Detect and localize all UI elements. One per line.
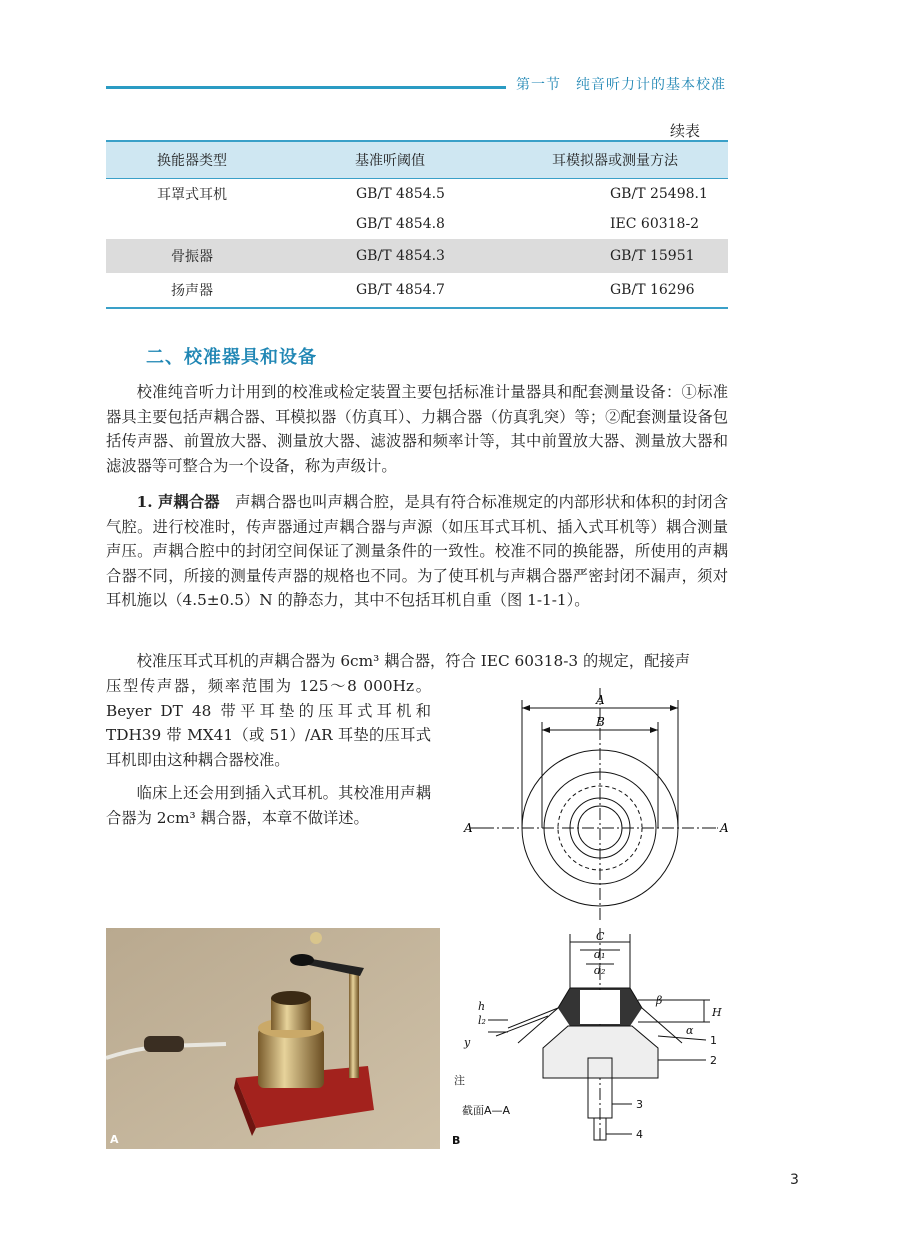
part-number-3: 3 [636,1098,643,1111]
dim-label-alpha: α [686,1024,694,1037]
coupler-photo [106,928,440,1149]
part-number-2: 2 [710,1054,717,1067]
part-number-1: 1 [710,1034,717,1047]
cell-method: GB/T 25498.1 [610,186,708,202]
cell-method: GB/T 16296 [502,273,728,308]
subheading-coupler: 1. 声耦合器 [136,493,220,511]
dim-label-B: B [596,715,605,729]
cell-method: IEC 60318-2 [610,216,700,232]
cell-threshold: GB/T 4854.8 [356,216,445,232]
transducer-table [106,140,728,309]
cell-method: GB/T 15951 [502,239,728,273]
paragraph-6cc-rest: 压型传声器，频率范围为 125～8 000Hz。Beyer DT 48 带平耳垫的压耳式耳机和 TDH39 带 MX41（或 51）/AR 耳垫的压耳式耳机即由这种耦合器校准。 [106,677,431,769]
table-row [106,209,728,239]
running-header: 第一节 纯音听力计的基本校准 [516,77,726,93]
dim-label-y: y [464,1036,471,1049]
paragraph-coupler-text: 声耦合器也叫声耦合腔，是具有符合标准规定的内部形状和体积的封闭含气腔。进行校准时，传声器通过声耦合器与声源（如压耳式耳机、插入式耳机等）耦合测量声压。声耦合腔中的封闭空间保证了测量条件的一致性。校准不同的换能器，所使用的声耦合器不同，所接的测量传声器的规格也不同。为了使耳机与声耦合器严密封闭不漏声，须对耳机施以（4.5±0.5）N 的静态力，其中不包括耳机自重（图 1-1-1）。 [106,493,728,609]
dim-label-C: C [596,930,605,943]
paragraph-6cc-line1: 校准压耳式耳机的声耦合器为 6cm³ 耦合器，符合 IEC 60318-3 的规定，配接声 [136,652,691,670]
header-rule [106,86,506,89]
section-mark-right: A [720,821,729,835]
note-label: 注 [454,1074,465,1087]
cell-threshold: GB/T 4854.5 [356,186,445,202]
table-continued-label: 续表 [669,122,700,140]
section-title: 二、校准器具和设备 [146,347,317,368]
dim-label-A: A [596,693,605,707]
table-row [106,179,728,210]
coupler-plan-drawing [460,688,730,923]
cell-type: 耳罩式耳机 [157,187,227,203]
table-row [106,273,728,308]
cell-threshold: GB/T 4854.7 [278,273,502,308]
cell-type: 扬声器 [106,273,278,308]
dim-label-l2: l₂ [478,1014,486,1027]
col-header-method: 耳模拟器或测量方法 [502,141,728,179]
table-row [106,239,728,273]
table-header-row [106,141,728,179]
dim-label-h: h [478,1000,486,1013]
dim-label-beta: β [656,994,663,1007]
panel-b-label: B [452,1134,461,1147]
cell-threshold: GB/T 4854.3 [278,239,502,273]
section-caption: 截面A—A [462,1104,511,1117]
page-number: 3 [790,1172,799,1188]
dim-label-H: H [712,1006,722,1019]
coupler-section-drawing [448,928,730,1149]
part-number-4: 4 [636,1128,643,1141]
cell-type: 骨振器 [106,239,278,273]
paragraph-equipment: 校准纯音听力计用到的校准或检定装置主要包括标准计量器具和配套测量设备：①标准器具主要包括声耦合器、耳模拟器（仿真耳）、力耦合器（仿真乳突）等；②配套测量设备包括传声器、前置放大器、测量放大器、滤波器和频率计等，其中前置放大器、测量放大器和滤波器等可整合为一个设备，称为声级计。 [106,383,728,475]
col-header-transducer: 换能器类型 [106,141,278,179]
paragraph-insert: 临床上还会用到插入式耳机。其校准用声耦合器为 2cm³ 耦合器，本章不做详述。 [106,784,431,827]
paragraph-coupler [106,490,728,613]
panel-a-label: A [110,1133,119,1146]
dim-label-d2: d₂ [594,964,606,977]
section-mark-left: A [464,821,473,835]
dim-label-d1: d₁ [594,948,606,961]
col-header-threshold: 基准听阈值 [278,141,502,179]
